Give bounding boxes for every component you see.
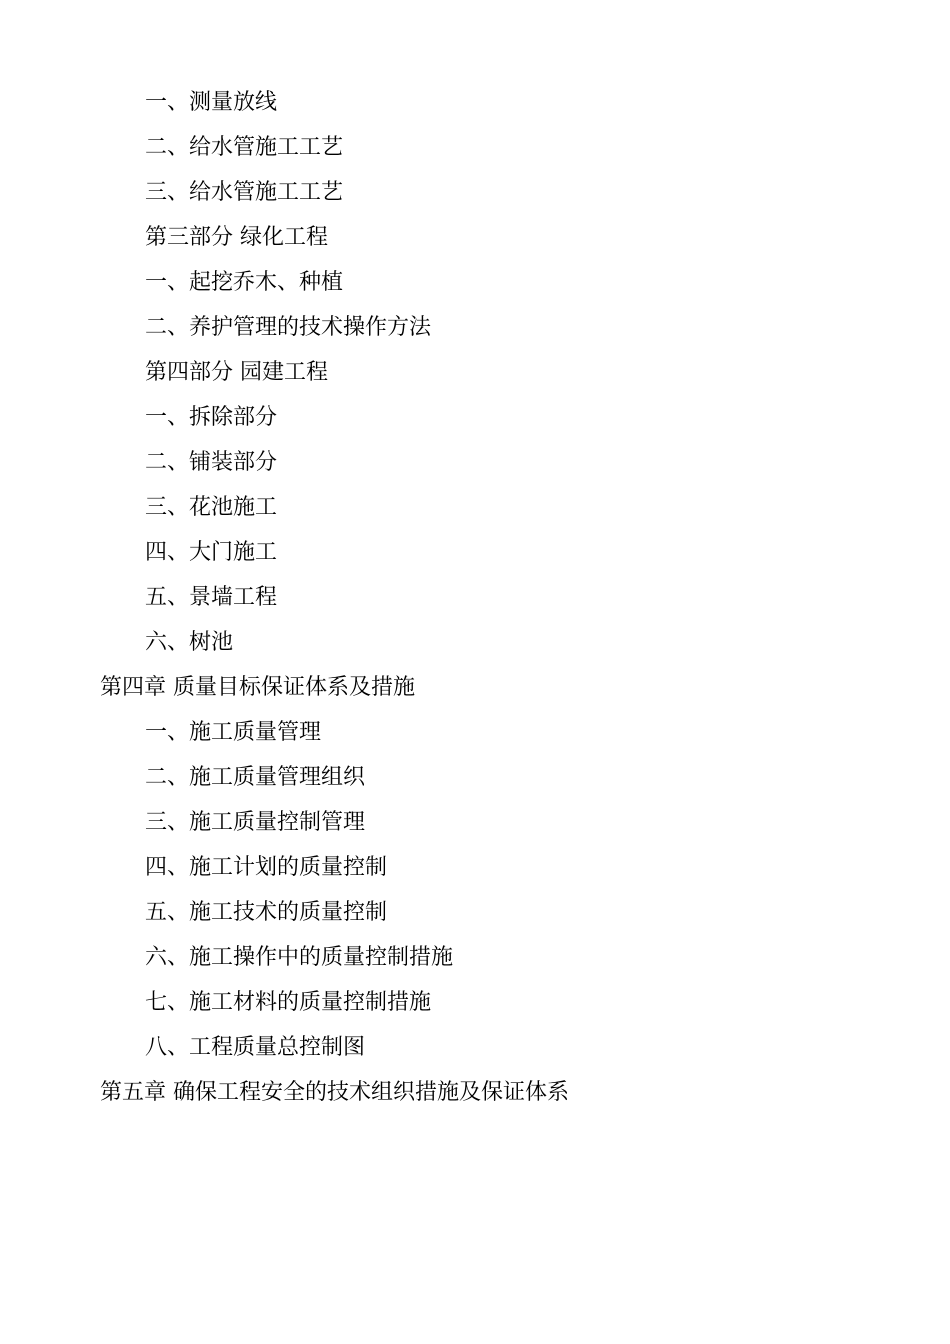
toc-entry: 四、大门施工 [145, 540, 278, 565]
toc-entry: 六、树池 [145, 630, 234, 655]
toc-part-heading: 第四部分 园建工程 [145, 360, 328, 385]
toc-entry: 八、工程质量总控制图 [145, 1035, 366, 1060]
toc-entry: 二、施工质量管理组织 [145, 765, 366, 790]
toc-entry: 一、拆除部分 [145, 405, 278, 430]
toc-entry: 三、给水管施工工艺 [145, 180, 344, 205]
toc-entry: 一、起挖乔木、种植 [145, 270, 344, 295]
toc-entry: 二、铺装部分 [145, 450, 278, 475]
toc-entry: 四、施工计划的质量控制 [145, 855, 388, 880]
toc-entry: 一、施工质量管理 [145, 720, 322, 745]
toc-entry: 五、景墙工程 [145, 585, 278, 610]
toc-entry: 三、花池施工 [145, 495, 278, 520]
toc-chapter-heading: 第四章 质量目标保证体系及措施 [100, 675, 415, 700]
toc-entry: 二、给水管施工工艺 [145, 135, 344, 160]
table-of-contents [0, 83, 950, 1118]
toc-entry: 三、施工质量控制管理 [145, 810, 366, 835]
toc-entry: 一、测量放线 [145, 90, 278, 115]
toc-entry: 七、施工材料的质量控制措施 [145, 990, 432, 1015]
toc-entry: 二、养护管理的技术操作方法 [145, 315, 432, 340]
toc-entry: 六、施工操作中的质量控制措施 [145, 945, 454, 970]
toc-chapter-heading: 第五章 确保工程安全的技术组织措施及保证体系 [100, 1080, 569, 1105]
toc-part-heading: 第三部分 绿化工程 [145, 225, 328, 250]
toc-entry: 五、施工技术的质量控制 [145, 900, 388, 925]
